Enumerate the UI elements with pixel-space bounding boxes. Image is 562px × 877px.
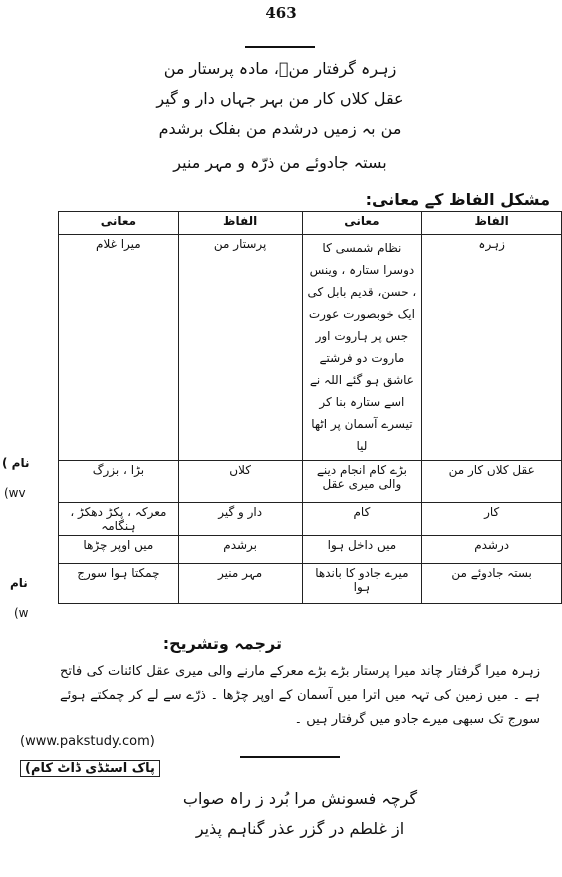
header-meanings-1: معانی bbox=[302, 212, 422, 235]
table-row bbox=[59, 503, 562, 536]
table-row bbox=[59, 461, 562, 503]
cell-meaning: معرکہ ، پکڑ دھکڑ ، ہنگامہ bbox=[59, 503, 179, 536]
header-words-2: الفاظ bbox=[178, 212, 302, 235]
cell-word: زہرہ bbox=[422, 235, 562, 461]
side-fragment-2: (wv bbox=[4, 486, 26, 500]
side-fragment-1: نام ) bbox=[2, 456, 30, 470]
glossary-heading: مشکل الفاظ کے معانی: bbox=[365, 190, 550, 209]
poem-line-3: من بہ زمیں درشدم من بفلک برشدم bbox=[158, 119, 402, 138]
page-number: 463 bbox=[265, 4, 297, 22]
table-row bbox=[59, 235, 562, 461]
cell-meaning: میرا غلام bbox=[59, 235, 179, 461]
closing-verse-line-2: از غلطم در گزر عذر گناہم پذیر bbox=[195, 819, 405, 838]
cell-word: برشدم bbox=[178, 536, 302, 564]
cell-meaning: چمکتا ہوا سورج bbox=[59, 564, 179, 604]
glossary-table bbox=[58, 211, 562, 604]
cell-word: کار bbox=[422, 503, 562, 536]
cell-word: عقل کلاں کار من bbox=[422, 461, 562, 503]
header-meanings-2: معانی bbox=[59, 212, 179, 235]
cell-word: درشدم bbox=[422, 536, 562, 564]
poem-line-1: زہرہ گرفتار منؔ، مادہ پرستار من bbox=[163, 59, 397, 78]
divider-top bbox=[245, 46, 315, 48]
table-row bbox=[59, 536, 562, 564]
cell-meaning: بڑا ، بزرگ bbox=[59, 461, 179, 503]
side-fragment-4: (w bbox=[14, 606, 29, 620]
footer-urdu-site: پاک اسٹڈی ڈاٹ کام) bbox=[20, 760, 160, 777]
footer-url: (www.pakstudy.com) bbox=[20, 734, 155, 749]
translation-text: زہرہ میرا گرفتار چاند میرا پرستار بڑے بڑے معرکے مارنے والی میری عقل کائنات کی فاتح ہے ۔ میں زمین کی تہہ میں اترا میں آسمان کے اوپر چڑھا ۔ ذرّے سے لے کر چمکتے ہوئے سورج تک سبھی میرے جادو میں گرفتار ہیں ۔ bbox=[60, 664, 540, 727]
cell-word: پرستار من bbox=[178, 235, 302, 461]
cell-meaning: کام bbox=[302, 503, 422, 536]
cell-word: کلاں bbox=[178, 461, 302, 503]
table-row bbox=[59, 564, 562, 604]
cell-word: مہر منیر bbox=[178, 564, 302, 604]
table-header-row bbox=[59, 212, 562, 235]
cell-word: دار و گیر bbox=[178, 503, 302, 536]
cell-meaning: میں اوپر چڑھا bbox=[59, 536, 179, 564]
poem-line-4: بستہ جادوئے من ذرّہ و مہر منیر bbox=[173, 153, 387, 172]
cell-word: بستہ جادوئے من bbox=[422, 564, 562, 604]
cell-meaning: میں داخل ہوا bbox=[302, 536, 422, 564]
side-fragment-3: نام bbox=[10, 576, 28, 590]
divider-bottom bbox=[240, 756, 340, 758]
closing-verse-line-1: گرچہ فسونش مرا بُرد ز راہ صواب bbox=[182, 789, 418, 808]
translation-heading: ترجمہ وتشریح: bbox=[162, 634, 282, 653]
header-words-1: الفاظ bbox=[422, 212, 562, 235]
poem-line-2: عقل کلاں کار من بہر جہاں دار و گیر bbox=[156, 89, 404, 108]
cell-meaning: نظام شمسی کا دوسرا ستارہ ، وینس ، حسن، قدیم بابل کی ایک خوبصورت عورت جس پر ہاروت اور ماروت دو فرشتے عاشق ہو گئے اللہ نے اسے ستارہ بنا کر تیسرے آسمان پر اٹھا لیا bbox=[302, 235, 422, 461]
cell-meaning: میرے جادو کا باندھا ہوا bbox=[302, 564, 422, 604]
cell-meaning: بڑے کام انجام دینے والی میری عقل bbox=[302, 461, 422, 503]
